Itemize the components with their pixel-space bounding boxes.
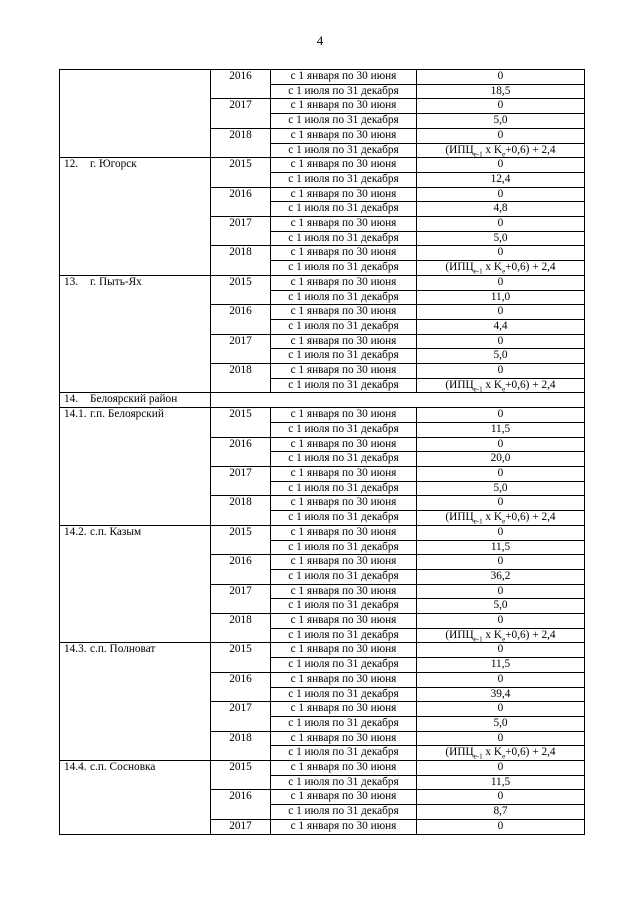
formula-s1: e-1 <box>473 517 483 526</box>
row-number: 14. <box>64 393 79 406</box>
value-cell: 0 <box>417 187 585 202</box>
period-cell: с 1 июля по 31 декабря <box>271 746 417 761</box>
value-cell: 18,5 <box>417 84 585 99</box>
period-cell: с 1 июля по 31 декабря <box>271 658 417 673</box>
period-cell: с 1 января по 30 июня <box>271 614 417 629</box>
year-cell: 2015 <box>211 275 271 304</box>
value-cell: 0 <box>417 158 585 173</box>
value-cell: 0 <box>417 643 585 658</box>
year-cell: 2017 <box>211 217 271 246</box>
value-cell: 20,0 <box>417 452 585 467</box>
value-cell: 39,4 <box>417 687 585 702</box>
value-cell: 0 <box>417 761 585 776</box>
formula-post: +0,6) + 2,4 <box>505 143 556 156</box>
value-cell: 11,5 <box>417 422 585 437</box>
formula-s1: e-1 <box>473 752 483 761</box>
settlement-name: с.п. Сосновка <box>90 761 156 774</box>
value-cell: 0 <box>417 334 585 349</box>
formula-mid: х K <box>482 378 503 391</box>
formula-cell <box>417 746 585 761</box>
settlement-cell <box>60 408 211 526</box>
year-cell: 2018 <box>211 128 271 157</box>
formula-s2: e <box>502 517 506 526</box>
year-cell: 2016 <box>211 70 271 99</box>
empty-cell <box>211 393 585 408</box>
settlement-name: с.п. Полноват <box>90 643 156 656</box>
year-cell: 2017 <box>211 99 271 128</box>
district-name: Белоярский район <box>90 393 178 406</box>
value-cell: 0 <box>417 790 585 805</box>
tariff-table <box>59 69 585 835</box>
value-cell: 0 <box>417 819 585 834</box>
settlement-name: с.п. Казым <box>90 525 142 538</box>
period-cell: с 1 января по 30 июня <box>271 672 417 687</box>
row-number: 14.1. <box>64 408 87 421</box>
year-cell: 2016 <box>211 305 271 334</box>
period-cell: с 1 июля по 31 декабря <box>271 319 417 334</box>
period-cell: с 1 июля по 31 декабря <box>271 716 417 731</box>
row-number: 13. <box>64 275 79 288</box>
period-cell: с 1 января по 30 июня <box>271 496 417 511</box>
period-cell: с 1 января по 30 июня <box>271 643 417 658</box>
year-cell: 2018 <box>211 731 271 760</box>
year-cell: 2018 <box>211 614 271 643</box>
formula-cell <box>417 378 585 393</box>
period-cell: с 1 июля по 31 декабря <box>271 378 417 393</box>
period-cell: с 1 января по 30 июня <box>271 790 417 805</box>
value-cell: 5,0 <box>417 114 585 129</box>
value-cell: 0 <box>417 99 585 114</box>
period-cell: с 1 июля по 31 декабря <box>271 452 417 467</box>
period-cell: с 1 июля по 31 декабря <box>271 805 417 820</box>
period-cell: с 1 января по 30 июня <box>271 187 417 202</box>
period-cell: с 1 июля по 31 декабря <box>271 84 417 99</box>
year-cell: 2016 <box>211 437 271 466</box>
year-cell: 2015 <box>211 525 271 554</box>
table-row <box>60 408 585 423</box>
value-cell: 0 <box>417 305 585 320</box>
year-cell: 2015 <box>211 761 271 790</box>
year-cell: 2018 <box>211 496 271 525</box>
formula-s2: e <box>502 267 506 276</box>
table-row <box>60 70 585 85</box>
period-cell: с 1 января по 30 июня <box>271 555 417 570</box>
period-cell: с 1 января по 30 июня <box>271 731 417 746</box>
value-cell: 0 <box>417 275 585 290</box>
settlement-cell <box>60 761 211 835</box>
formula-s1: e-1 <box>473 267 483 276</box>
settlement-cell <box>60 275 211 393</box>
period-cell: с 1 января по 30 июня <box>271 128 417 143</box>
year-cell: 2015 <box>211 158 271 187</box>
formula-s2: e <box>502 634 506 643</box>
formula-mid: х K <box>482 261 503 274</box>
formula-pre: (ИПЦ <box>445 511 474 524</box>
period-cell: с 1 января по 30 июня <box>271 217 417 232</box>
formula-cell <box>417 143 585 158</box>
year-cell: 2017 <box>211 334 271 363</box>
formula-mid: х K <box>482 143 503 156</box>
value-cell: 0 <box>417 614 585 629</box>
value-cell: 5,0 <box>417 599 585 614</box>
period-cell: с 1 января по 30 июня <box>271 275 417 290</box>
year-cell: 2017 <box>211 819 271 834</box>
period-cell: с 1 января по 30 июня <box>271 334 417 349</box>
value-cell: 8,7 <box>417 805 585 820</box>
period-cell: с 1 января по 30 июня <box>271 702 417 717</box>
value-cell: 0 <box>417 466 585 481</box>
formula-post: +0,6) + 2,4 <box>505 746 556 759</box>
formula-post: +0,6) + 2,4 <box>505 628 556 641</box>
value-cell: 0 <box>417 555 585 570</box>
formula-post: +0,6) + 2,4 <box>505 511 556 524</box>
period-cell: с 1 января по 30 июня <box>271 246 417 261</box>
value-cell: 5,0 <box>417 716 585 731</box>
period-cell: с 1 января по 30 июня <box>271 584 417 599</box>
year-cell: 2015 <box>211 643 271 672</box>
formula-s1: e-1 <box>473 149 483 158</box>
value-cell: 36,2 <box>417 569 585 584</box>
year-cell: 2017 <box>211 466 271 495</box>
period-cell: с 1 июля по 31 декабря <box>271 628 417 643</box>
value-cell: 4,8 <box>417 202 585 217</box>
formula-mid: х K <box>482 628 503 641</box>
period-cell: с 1 июля по 31 декабря <box>271 422 417 437</box>
period-cell: с 1 января по 30 июня <box>271 305 417 320</box>
table-row <box>60 643 585 658</box>
period-cell: с 1 января по 30 июня <box>271 364 417 379</box>
formula-pre: (ИПЦ <box>445 378 474 391</box>
row-number: 12. <box>64 158 79 171</box>
settlement-cell <box>60 643 211 761</box>
formula-s2: e <box>502 385 506 393</box>
value-cell: 5,0 <box>417 481 585 496</box>
period-cell: с 1 января по 30 июня <box>271 819 417 834</box>
tariff-table-body <box>60 70 585 835</box>
period-cell: с 1 июля по 31 декабря <box>271 114 417 129</box>
value-cell: 0 <box>417 525 585 540</box>
period-cell: с 1 января по 30 июня <box>271 525 417 540</box>
formula-mid: х K <box>482 511 503 524</box>
period-cell: с 1 июля по 31 декабря <box>271 569 417 584</box>
value-cell: 0 <box>417 672 585 687</box>
year-cell: 2016 <box>211 790 271 819</box>
value-cell: 5,0 <box>417 231 585 246</box>
period-cell: с 1 января по 30 июня <box>271 466 417 481</box>
settlement-name: г.п. Белоярский <box>90 408 164 421</box>
year-cell: 2015 <box>211 408 271 437</box>
period-cell: с 1 июля по 31 декабря <box>271 290 417 305</box>
value-cell: 0 <box>417 731 585 746</box>
district-cell <box>60 393 211 408</box>
value-cell: 0 <box>417 128 585 143</box>
settlement-cell <box>60 525 211 643</box>
period-cell: с 1 июля по 31 декабря <box>271 481 417 496</box>
period-cell: с 1 января по 30 июня <box>271 437 417 452</box>
formula-mid: х K <box>482 746 503 759</box>
table-row <box>60 761 585 776</box>
settlement-name: г. Югорск <box>90 158 137 171</box>
period-cell: с 1 июля по 31 декабря <box>271 231 417 246</box>
formula-cell <box>417 261 585 276</box>
value-cell: 0 <box>417 364 585 379</box>
period-cell: с 1 июля по 31 декабря <box>271 143 417 158</box>
value-cell: 5,0 <box>417 349 585 364</box>
period-cell: с 1 июля по 31 декабря <box>271 540 417 555</box>
value-cell: 12,4 <box>417 172 585 187</box>
formula-s1: e-1 <box>473 385 483 393</box>
period-cell: с 1 июля по 31 декабря <box>271 172 417 187</box>
formula-cell <box>417 628 585 643</box>
value-cell: 11,5 <box>417 540 585 555</box>
formula-s1: e-1 <box>473 634 483 643</box>
value-cell: 0 <box>417 496 585 511</box>
value-cell: 0 <box>417 584 585 599</box>
value-cell: 0 <box>417 246 585 261</box>
row-number: 14.2. <box>64 525 87 538</box>
year-cell: 2016 <box>211 672 271 701</box>
period-cell: с 1 июля по 31 декабря <box>271 349 417 364</box>
period-cell: с 1 января по 30 июня <box>271 408 417 423</box>
value-cell: 4,4 <box>417 319 585 334</box>
value-cell: 0 <box>417 217 585 232</box>
value-cell: 0 <box>417 437 585 452</box>
formula-s2: e <box>502 752 506 761</box>
year-cell: 2018 <box>211 246 271 275</box>
period-cell: с 1 января по 30 июня <box>271 761 417 776</box>
row-number: 14.4. <box>64 761 87 774</box>
period-cell: с 1 июля по 31 декабря <box>271 687 417 702</box>
period-cell: с 1 июля по 31 декабря <box>271 775 417 790</box>
value-cell: 0 <box>417 408 585 423</box>
formula-cell <box>417 511 585 526</box>
value-cell: 0 <box>417 70 585 85</box>
period-cell: с 1 января по 30 июня <box>271 158 417 173</box>
period-cell: с 1 июля по 31 декабря <box>271 261 417 276</box>
period-cell: с 1 июля по 31 декабря <box>271 599 417 614</box>
table-row <box>60 275 585 290</box>
settlement-name: г. Пыть-Ях <box>90 275 142 288</box>
formula-pre: (ИПЦ <box>445 261 474 274</box>
period-cell: с 1 января по 30 июня <box>271 99 417 114</box>
period-cell: с 1 июля по 31 декабря <box>271 511 417 526</box>
formula-pre: (ИПЦ <box>445 746 474 759</box>
settlement-cell <box>60 158 211 276</box>
value-cell: 11,5 <box>417 775 585 790</box>
formula-pre: (ИПЦ <box>445 628 474 641</box>
formula-post: +0,6) + 2,4 <box>505 378 556 391</box>
period-cell: с 1 января по 30 июня <box>271 70 417 85</box>
table-row <box>60 525 585 540</box>
table-row <box>60 158 585 173</box>
value-cell: 11,5 <box>417 658 585 673</box>
row-number: 14.3. <box>64 643 87 656</box>
table-row-district <box>60 393 585 408</box>
period-cell: с 1 июля по 31 декабря <box>271 202 417 217</box>
year-cell: 2016 <box>211 187 271 216</box>
settlement-cell <box>60 70 211 158</box>
page-number: 4 <box>316 33 324 48</box>
value-cell: 11,0 <box>417 290 585 305</box>
year-cell: 2016 <box>211 555 271 584</box>
formula-s2: e <box>502 149 506 158</box>
value-cell: 0 <box>417 702 585 717</box>
year-cell: 2017 <box>211 584 271 613</box>
year-cell: 2018 <box>211 364 271 393</box>
formula-post: +0,6) + 2,4 <box>505 261 556 274</box>
formula-pre: (ИПЦ <box>445 143 474 156</box>
year-cell: 2017 <box>211 702 271 731</box>
